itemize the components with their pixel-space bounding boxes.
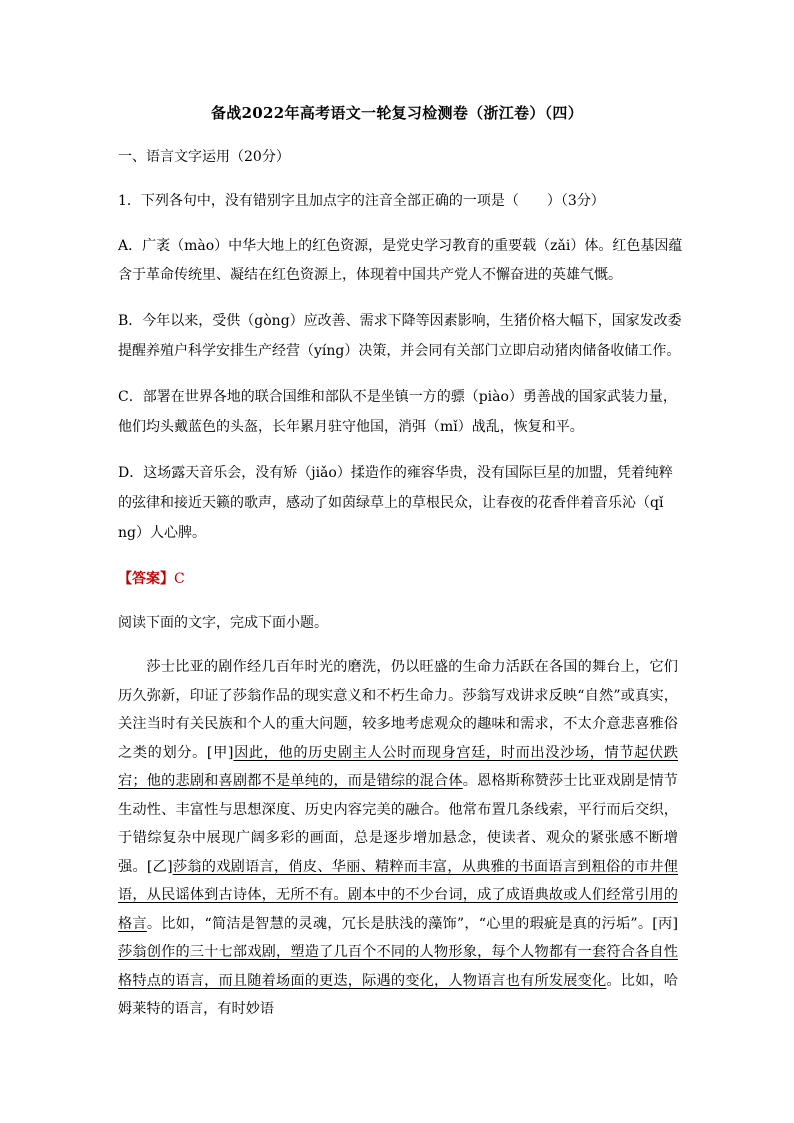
underlined-sentence-bing: 莎翁创作的三十七部戏剧，塑造了几百个不同的人物形象，每个人物都有一套符合各自性格特点的语言，而且随着场面的更迭，际遇的变化，人物语言也有所发展变化 (118, 944, 678, 989)
reading-passage (118, 653, 678, 1024)
option-b-line-1: B．今年以来，受供（gòng）应改善、需求下降等因素影响，生猪价格大幅下，国家发改委 (118, 313, 682, 329)
document-title: 备战2022年高考语文一轮复习检测卷（浙江卷）（四） (210, 104, 584, 122)
underlined-sentence-yi: 莎翁的戏剧语言，俏皮、华丽、精粹而丰富，从典雅的书面语言到粗俗的市井俚语，从民谣体到古诗体，无所不有。剧本中的不少台词，成了成语典故或人们经常引用的格言 (118, 858, 678, 932)
question-stem: 1．下列各句中，没有错别字且加点字的注音全部正确的一项是（ ）（3分） (118, 193, 605, 209)
option-c-line-2: 他们均头戴蓝色的头盔，长年累月驻守他国，消弭（mǐ）战乱，恢复和平。 (118, 419, 584, 435)
option-d-line-2: 的弦律和接近天籁的歌声，感动了如茵绿草上的草根民众，让春夜的花香伴着音乐沁（qǐ (118, 495, 664, 511)
option-d-line-3: ng）人心脾。 (118, 525, 206, 541)
option-c-line-1: C．部署在世界各地的联合国维和部队不是坐镇一方的骠（piào）勇善战的国家武装力量， (118, 389, 677, 405)
option-a-line-2: 含于革命传统里、凝结在红色资源上，体现着中国共产党人不懈奋进的英雄气慨。 (118, 267, 622, 283)
answer-value: C (174, 571, 185, 587)
option-b-line-2: 提醒养殖户科学安排生产经营（yíng）决策，并会同有关部门立即启动猪肉储备收储工作。 (118, 343, 681, 359)
option-a-line-1: A．广袤（mào）中华大地上的红色资源，是党史学习教育的重要载（zǎi）体。红色基因蕴 (118, 238, 683, 254)
passage-text: 。恩格斯称赞莎士比亚戏剧是情节生动性、丰富性与思想深度、历史内容完美的融合。他常布置几条线索，平行而后交织，于错综复杂中展现广阔多彩的画面，总是逐步增加悬念，使读者、观众的紧张感不断增强。[乙] (118, 773, 678, 875)
section-heading: 一、语言文字运用（20分） (118, 149, 290, 165)
passage-text: 。比如，“简洁是智慧的灵魂，冗长是肤浅的藻饰”，“心里的瑕疵是真的污垢”。[丙] (146, 915, 678, 932)
reading-instruction: 阅读下面的文字，完成下面小题。 (118, 615, 328, 631)
passage-text: 莎士比亚的剧作经几百年时光的磨洗，仍以旺盛的生命力活跃在各国的舞台上，它们历久弥新，印证了莎翁作品的现实意义和不朽生命力。莎翁写戏讲求反映“自然”或真实，关注当时有关民族和个人的重大问题，较多地考虑观众的趣味和需求，不太介意悲喜雅俗之类的划分。[甲] (118, 659, 678, 761)
answer-line (118, 569, 185, 589)
underlined-sentence-jia: 因此，他的历史剧主人公时而现身宫廷，时而出没沙场，情节起伏跌宕；他的悲剧和喜剧都不是单纯的，而是错综的混合体 (118, 744, 678, 789)
option-d-line-1: D．这场露天音乐会，没有矫（jiǎo）揉造作的雍容华贵，没有国际巨星的加盟，凭着纯粹 (118, 465, 673, 481)
passage-text: 。比如，哈姆莱特的语言，有时妙语 (118, 972, 678, 1017)
answer-label: 【答案】 (118, 571, 174, 587)
